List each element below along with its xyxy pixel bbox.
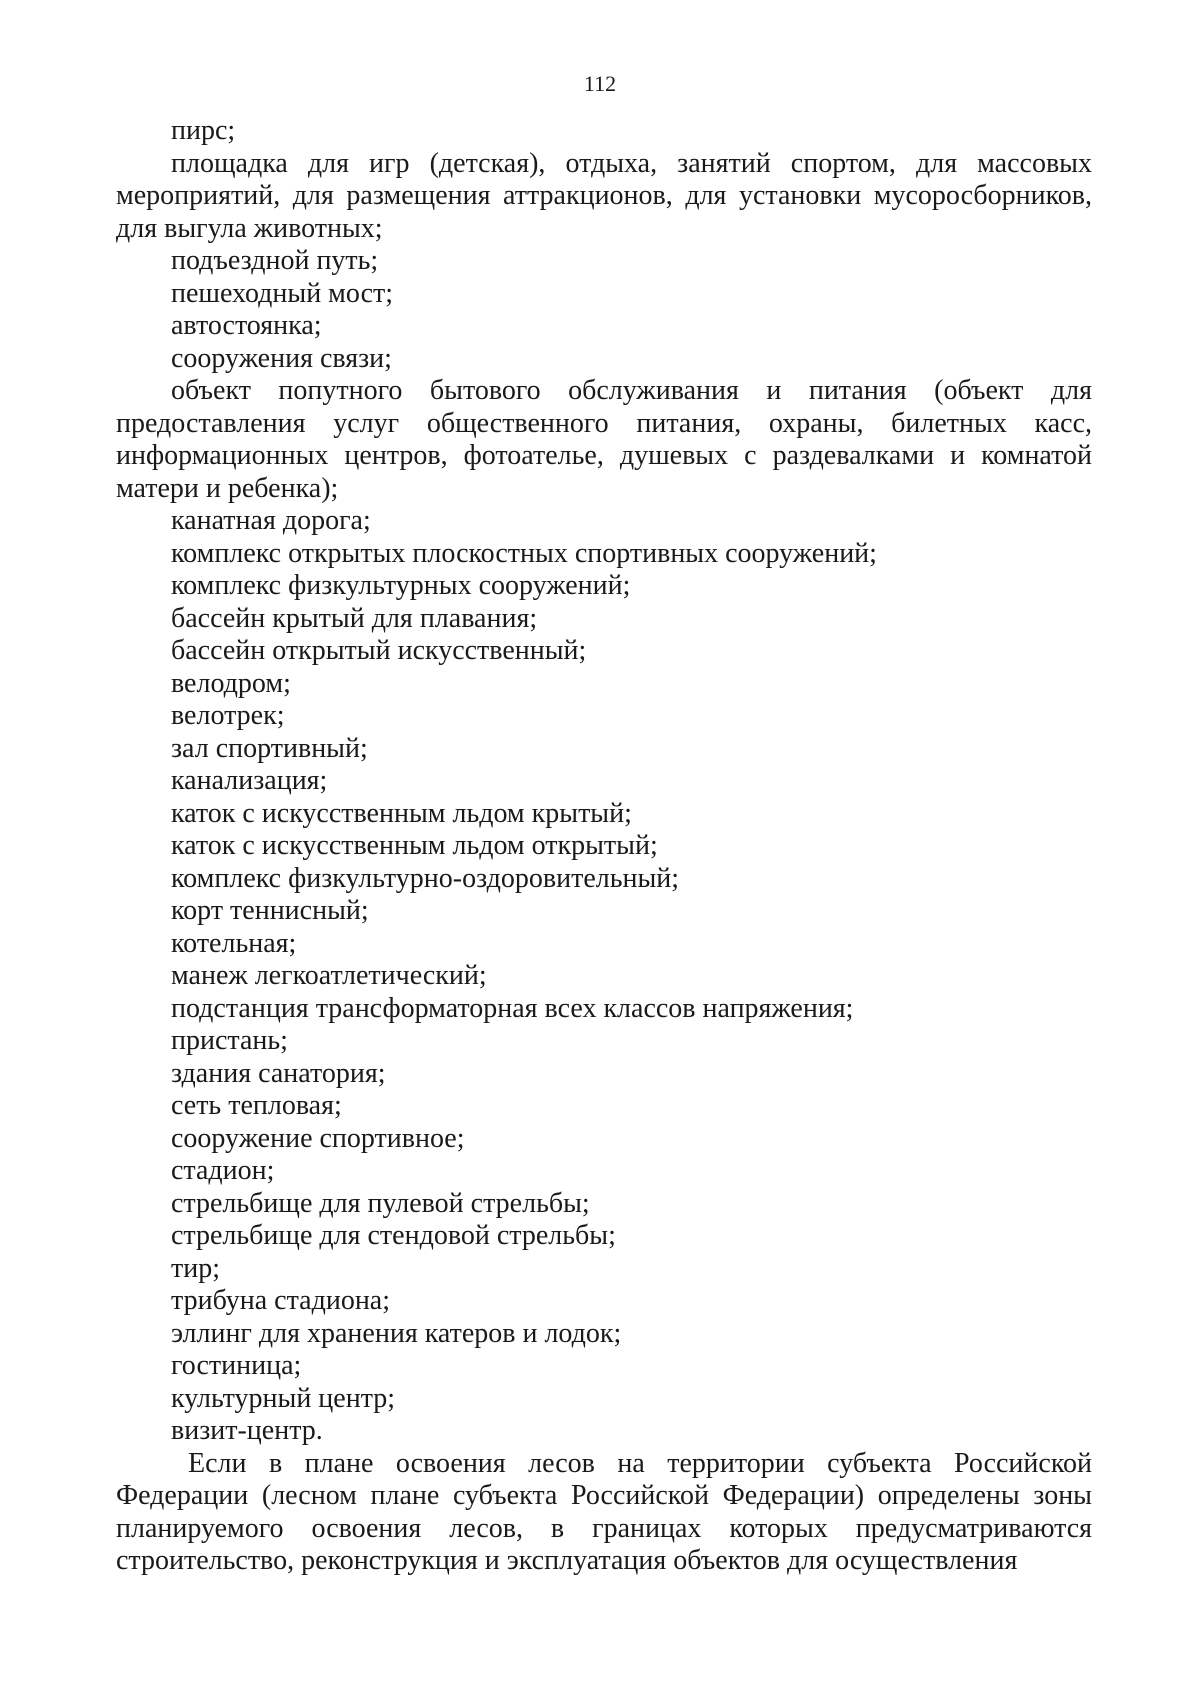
list-item: визит-центр. — [171, 1415, 323, 1446]
list-item: сооружение спортивное; — [171, 1122, 465, 1154]
list-item: тир; — [171, 1252, 220, 1284]
list-item: каток с искусственным льдом крытый; — [171, 797, 632, 829]
list-item: корт теннисный; — [171, 895, 369, 926]
list-item: каток с искусственным льдом открытый; — [171, 830, 658, 861]
list-item: канатная дорога; — [171, 505, 371, 536]
list-item: манеж легкоатлетический; — [171, 960, 487, 991]
list-item: здания санатория; — [171, 1057, 386, 1089]
list-item: трибуна стадиона; — [171, 1285, 391, 1316]
list-item: стрельбище для пулевой стрельбы; — [171, 1187, 590, 1219]
list-item: канализация; — [171, 765, 328, 796]
list-item: комплекс физкультурно-оздоровительный; — [171, 862, 680, 894]
page-number: 112 — [583, 71, 617, 96]
list-item: стрельбище для стендовой стрельбы; — [171, 1220, 616, 1251]
list-item: гостиница; — [171, 1350, 302, 1381]
list-item: площадка для игр (детская), отдыха, занятий спортом, для массовых мероприятий, для размещения аттракционов, для установки мусоросборников, для выгула животных; — [116, 147, 1092, 244]
list-item: сооружения связи; — [171, 342, 392, 374]
list-item: эллинг для хранения катеров и лодок; — [171, 1317, 622, 1349]
list-item: объект попутного бытового обслуживания и питания (объект для предоставления услуг общественного питания, охраны, билетных касс, информационных центров, фотоателье, душевых с раздевалками и комнатой матери и ребенка); — [116, 375, 1092, 504]
list-item: велодром; — [171, 667, 291, 699]
list-item: бассейн открытый искусственный; — [171, 635, 587, 666]
list-item: котельная; — [171, 927, 297, 959]
list-item: пристань; — [171, 1025, 288, 1056]
final-paragraph: Если в плане освоения лесов на территории субъекта Российской Федерации (лесном плане субъекта Российской Федерации) определены зоны планируемого освоения лесов, в границах которых предусматриваются строительство, реконструкция и эксплуатация объектов для осуществления — [116, 1447, 1092, 1576]
list-item: бассейн крытый для плавания; — [171, 602, 538, 634]
list-item: культурный центр; — [171, 1382, 396, 1414]
list-item: комплекс открытых плоскостных спортивных сооружений; — [171, 537, 877, 569]
list-item: пирс; — [171, 115, 236, 146]
list-item: пешеходный мост; — [171, 277, 394, 309]
list-item: зал спортивный; — [171, 732, 368, 764]
list-item: стадион; — [171, 1155, 275, 1186]
document-body — [116, 115, 1092, 1578]
list-item: автостоянка; — [171, 310, 322, 341]
list-item: подъездной путь; — [171, 245, 379, 276]
list-item: велотрек; — [171, 700, 285, 731]
list-item: сеть тепловая; — [171, 1090, 342, 1121]
list-item: подстанция трансформаторная всех классов напряжения; — [171, 992, 854, 1024]
list-item: комплекс физкультурных сооружений; — [171, 570, 631, 601]
